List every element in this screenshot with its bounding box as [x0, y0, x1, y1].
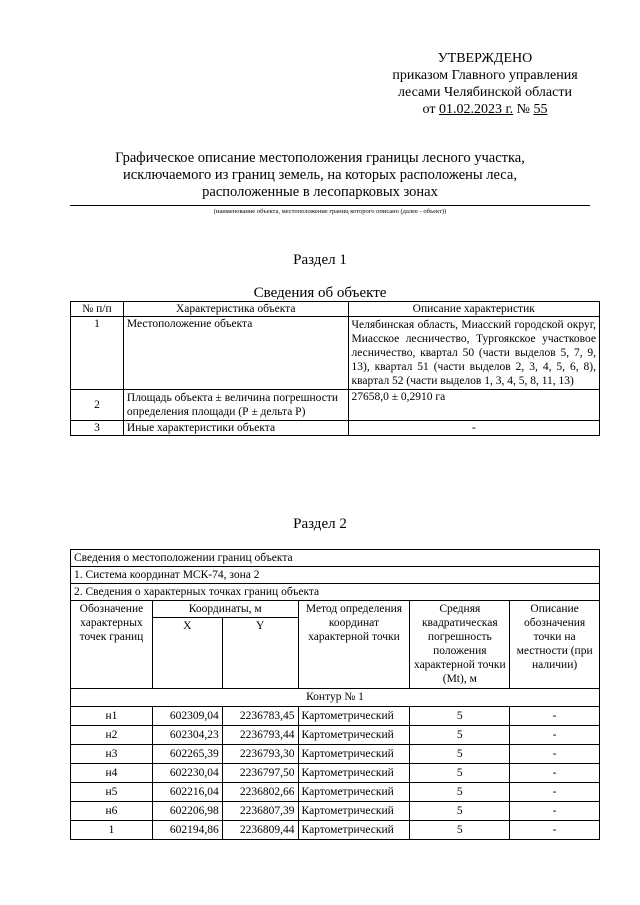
row-description: Челябинская область, Миасский городской округ, Миасское лесничество, Тургоякское участковое лесничество, квартал 50 (части выделов 5, 7, 9, 13), квартал 51 (части выделов 2, 3, 4, 5, 6, 8), квартал 52 (части выделов 1, 3, 4, 5, 8, 11, 13) — [348, 317, 600, 390]
cell-x: 602206,98 — [152, 802, 222, 821]
table-row — [71, 707, 600, 726]
cell-y: 2236797,50 — [222, 764, 298, 783]
cell-desc: - — [510, 707, 600, 726]
approval-number: 55 — [533, 102, 548, 117]
cell-error: 5 — [410, 745, 510, 764]
table-row — [71, 783, 600, 802]
cell-method: Картометрический — [298, 783, 410, 802]
cell-error: 5 — [410, 802, 510, 821]
cell-desc: - — [510, 764, 600, 783]
header-desc: Описание обозначения точки на местности (при наличии) — [510, 601, 600, 689]
cell-point: н2 — [71, 726, 153, 745]
table-caption-1: Сведения о местоположении границ объекта — [71, 550, 600, 567]
table-row — [71, 821, 600, 840]
table-row — [71, 317, 600, 390]
approval-date-line — [360, 101, 610, 118]
cell-desc: - — [510, 745, 600, 764]
cell-point: н3 — [71, 745, 153, 764]
approval-date: 01.02.2023 г. — [438, 102, 514, 117]
caption-row — [71, 584, 600, 601]
row-num: 1 — [71, 317, 124, 390]
row-description: - — [348, 421, 600, 436]
row-characteristic: Иные характеристики объекта — [123, 421, 348, 436]
table-row — [71, 726, 600, 745]
cell-x: 602265,39 — [152, 745, 222, 764]
cell-x: 602230,04 — [152, 764, 222, 783]
header-method: Метод определения координат характерной точки — [298, 601, 410, 689]
title-underline — [70, 205, 590, 206]
title-line-2: исключаемого из границ земель, на которых расположены леса, — [123, 167, 517, 183]
document-title — [100, 150, 540, 201]
cell-y: 2236793,44 — [222, 726, 298, 745]
cell-desc: - — [510, 802, 600, 821]
row-num: 2 — [71, 390, 124, 421]
header-x: X — [152, 618, 222, 689]
cell-x: 602194,86 — [152, 821, 222, 840]
cell-x: 602304,23 — [152, 726, 222, 745]
cell-desc: - — [510, 821, 600, 840]
cell-y: 2236793,30 — [222, 745, 298, 764]
cell-error: 5 — [410, 764, 510, 783]
title-line-1: Графическое описание местоположения границы лесного участка, — [115, 150, 525, 166]
header-error: Средняя квадратическая погрешность положения характерной точки (Mt), м — [410, 601, 510, 689]
header-point: Обозначение характерных точек границ — [71, 601, 153, 689]
caption-row — [71, 567, 600, 584]
row-characteristic: Местоположение объекта — [123, 317, 348, 390]
table-row — [71, 421, 600, 436]
approval-authority-line: лесами Челябинской области — [398, 85, 572, 100]
object-info-table — [70, 301, 600, 436]
section1-heading: Раздел 1 — [293, 252, 347, 268]
cell-point: н4 — [71, 764, 153, 783]
cell-method: Картометрический — [298, 745, 410, 764]
cell-y: 2236783,45 — [222, 707, 298, 726]
coordinate-rows — [71, 707, 600, 840]
row-num: 3 — [71, 421, 124, 436]
title-line-3: расположенные в лесопарковых зонах — [202, 184, 438, 200]
cell-point: н1 — [71, 707, 153, 726]
caption-row — [71, 550, 600, 567]
approval-title: УТВЕРЖДЕНО — [437, 51, 533, 66]
coordinates-table — [70, 549, 600, 840]
table-row — [71, 745, 600, 764]
table-row — [71, 390, 600, 421]
cell-desc: - — [510, 726, 600, 745]
cell-error: 5 — [410, 707, 510, 726]
cell-point: 1 — [71, 821, 153, 840]
table-caption-3: 2. Сведения о характерных точках границ объекта — [71, 584, 600, 601]
cell-x: 602216,04 — [152, 783, 222, 802]
header-coords: Координаты, м — [152, 601, 298, 618]
contour-row — [71, 689, 600, 707]
cell-point: н6 — [71, 802, 153, 821]
cell-error: 5 — [410, 726, 510, 745]
cell-method: Картометрический — [298, 802, 410, 821]
cell-method: Картометрический — [298, 726, 410, 745]
approval-number-sign: № — [516, 102, 530, 117]
cell-point: н5 — [71, 783, 153, 802]
cell-x: 602309,04 — [152, 707, 222, 726]
cell-y: 2236809,44 — [222, 821, 298, 840]
cell-y: 2236802,66 — [222, 783, 298, 802]
cell-method: Картометрический — [298, 821, 410, 840]
cell-desc: - — [510, 783, 600, 802]
section1-subheading: Сведения об объекте — [253, 285, 387, 301]
cell-y: 2236807,39 — [222, 802, 298, 821]
cell-error: 5 — [410, 783, 510, 802]
cell-error: 5 — [410, 821, 510, 840]
cell-method: Картометрический — [298, 764, 410, 783]
section2-heading: Раздел 2 — [293, 516, 347, 532]
contour-label: Контур № 1 — [71, 689, 600, 707]
header-num: № п/п — [71, 302, 124, 317]
header-description: Описание характеристик — [348, 302, 600, 317]
title-note: (наименование объекта, местоположение границ которого описано (далее - объект)) — [213, 208, 447, 215]
table-header-row — [71, 302, 600, 317]
cell-method: Картометрический — [298, 707, 410, 726]
table-row — [71, 764, 600, 783]
row-description: 27658,0 ± 0,2910 га — [348, 390, 600, 421]
table-row — [71, 802, 600, 821]
table-caption-2: 1. Система координат МСК-74, зона 2 — [71, 567, 600, 584]
approval-block — [360, 50, 610, 118]
header-characteristic: Характеристика объекта — [123, 302, 348, 317]
header-y: Y — [222, 618, 298, 689]
approval-date-prefix: от — [422, 102, 436, 117]
approval-order-line: приказом Главного управления — [392, 68, 578, 83]
table-header-row — [71, 601, 600, 618]
row-characteristic: Площадь объекта ± величина погрешности определения площади (Р ± дельта Р) — [123, 390, 348, 421]
